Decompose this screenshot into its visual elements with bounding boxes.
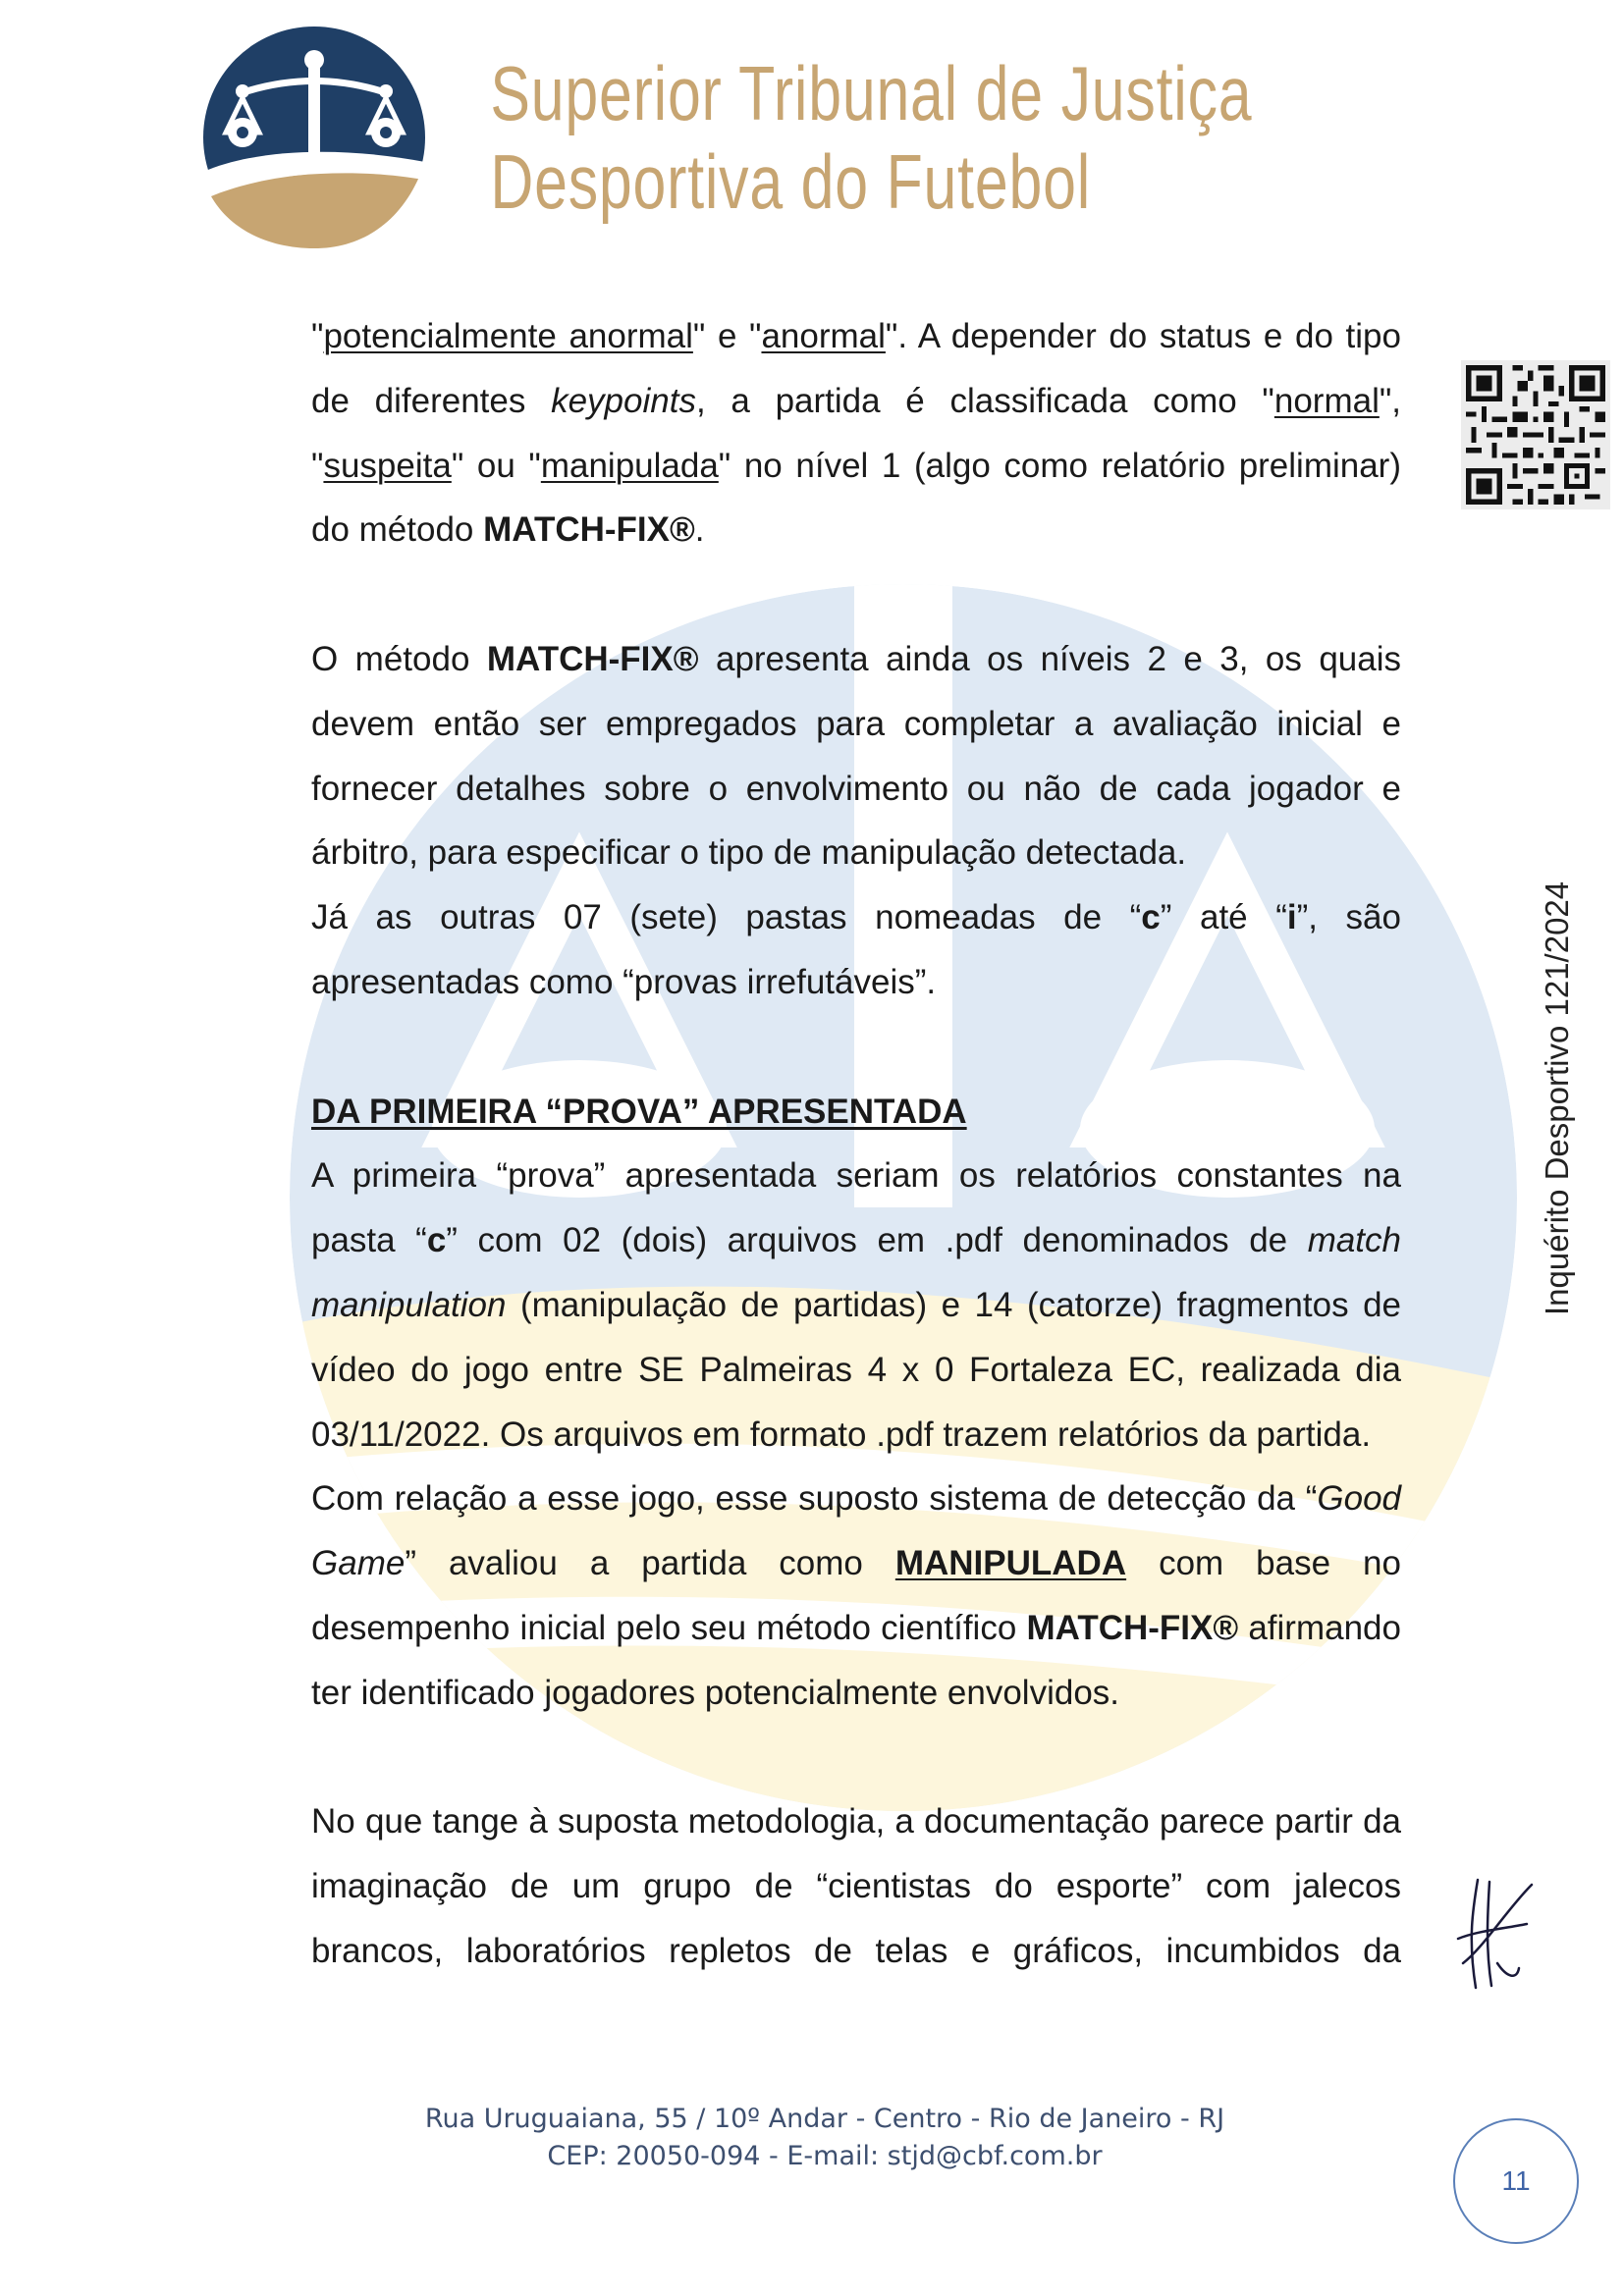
text: com base no desempenho inicial pelo seu método científico <box>311 1544 1401 1647</box>
text: , a partida é classificada como " <box>695 381 1274 420</box>
text: ", " <box>311 381 1401 485</box>
paragraph-4 <box>311 1144 1401 1467</box>
text: ” até “ <box>1160 898 1287 937</box>
court-title <box>490 49 1253 226</box>
court-title-line1: Superior Tribunal de Justiça <box>490 50 1253 136</box>
italic-term: keypoints <box>551 381 696 420</box>
text: " ou " <box>451 446 541 485</box>
underlined-term: anormal <box>761 317 886 355</box>
bold-term: MATCH-FIX® <box>486 639 699 678</box>
text: apresenta ainda os níveis 2 e 3, os quais devem então ser empregados para completar a avaliação inicial e fornecer detalhes sobre o envolvimento ou não de cada jogador e árbitro, para especificar o tipo de manipulação detectada. <box>311 639 1401 873</box>
text: " <box>311 317 324 355</box>
text: No que tange à suposta metodologia, a documentação parece partir da imaginação de um grupo de “cientistas do esporte” com jalecos brancos, laboratórios repletos de telas e gráficos, incumbidos da <box>311 1802 1401 1970</box>
text: " e " <box>692 317 762 355</box>
paragraph-3 <box>311 885 1401 1015</box>
qr-code-icon[interactable] <box>1461 360 1610 509</box>
underlined-term: manipulada <box>540 446 719 485</box>
document-body <box>311 304 1401 1984</box>
text: . <box>694 510 705 550</box>
footer-line1: Rua Uruguaiana, 55 / 10º Andar - Centro - Rio de Janeiro - RJ <box>424 2104 1225 2134</box>
text: Com relação a esse jogo, esse suposto sistema de detecção da “ <box>311 1479 1318 1519</box>
court-title-line2: Desportiva do Futebol <box>490 138 1091 225</box>
bold-term: i <box>1286 898 1297 937</box>
paragraph-5 <box>311 1467 1401 1725</box>
bold-term: MATCH-FIX® <box>1026 1608 1239 1647</box>
side-document-label: Inquérito Desportivo 121/2024 <box>1539 881 1575 1315</box>
text: afirmando ter identificado jogadores potencialmente envolvidos. <box>311 1608 1401 1712</box>
text: ”, são apresentadas como “provas irrefutáveis”. <box>311 898 1401 1001</box>
page-number: 11 <box>1501 2165 1531 2196</box>
text: " no nível 1 (algo como relatório preliminar) do método <box>311 446 1401 550</box>
bold-term: c <box>1141 898 1161 937</box>
bold-underlined-term: MANIPULADA <box>894 1544 1127 1583</box>
paragraph-1 <box>311 304 1401 562</box>
paragraph-2 <box>311 627 1401 885</box>
text: (manipulação de partidas) e 14 (catorze) fragmentos de vídeo do jogo entre SE Palmeiras 4 x 0 Fortaleza EC, realizada dia 03/11/2022. Os arquivos em formato .pdf trazem relatórios da partida. <box>311 1285 1401 1454</box>
bold-term: c <box>426 1221 447 1260</box>
text: Já as outras 07 (sete) pastas nomeadas de “ <box>311 898 1142 937</box>
text: O método <box>311 639 487 678</box>
page-number-badge <box>1453 2118 1579 2244</box>
stjd-scales-logo <box>201 25 427 250</box>
italic-term: match manipulation <box>311 1221 1401 1324</box>
text: ” avaliou a partida como <box>405 1544 895 1583</box>
paragraph-6 <box>311 1789 1401 1983</box>
text: ". A depender do status e do tipo de diferentes <box>311 317 1401 420</box>
handwritten-signature <box>1448 1870 1537 1998</box>
text: A primeira “prova” apresentada seriam os relatórios constantes na pasta “ <box>311 1156 1401 1260</box>
underlined-term: potencialmente anormal <box>323 317 693 355</box>
bold-term: MATCH-FIX® <box>483 510 695 550</box>
underlined-term: suspeita <box>323 446 452 485</box>
section-heading: DA PRIMEIRA “PROVA” APRESENTADA <box>311 1092 967 1131</box>
footer-address <box>373 2101 1276 2175</box>
underlined-term: normal <box>1273 381 1380 420</box>
text: ” com 02 (dois) arquivos em .pdf denominados de <box>446 1221 1308 1260</box>
footer-line2: CEP: 20050-094 - E-mail: stjd@cbf.com.br <box>547 2141 1103 2171</box>
italic-term: Good Game <box>311 1479 1401 1583</box>
